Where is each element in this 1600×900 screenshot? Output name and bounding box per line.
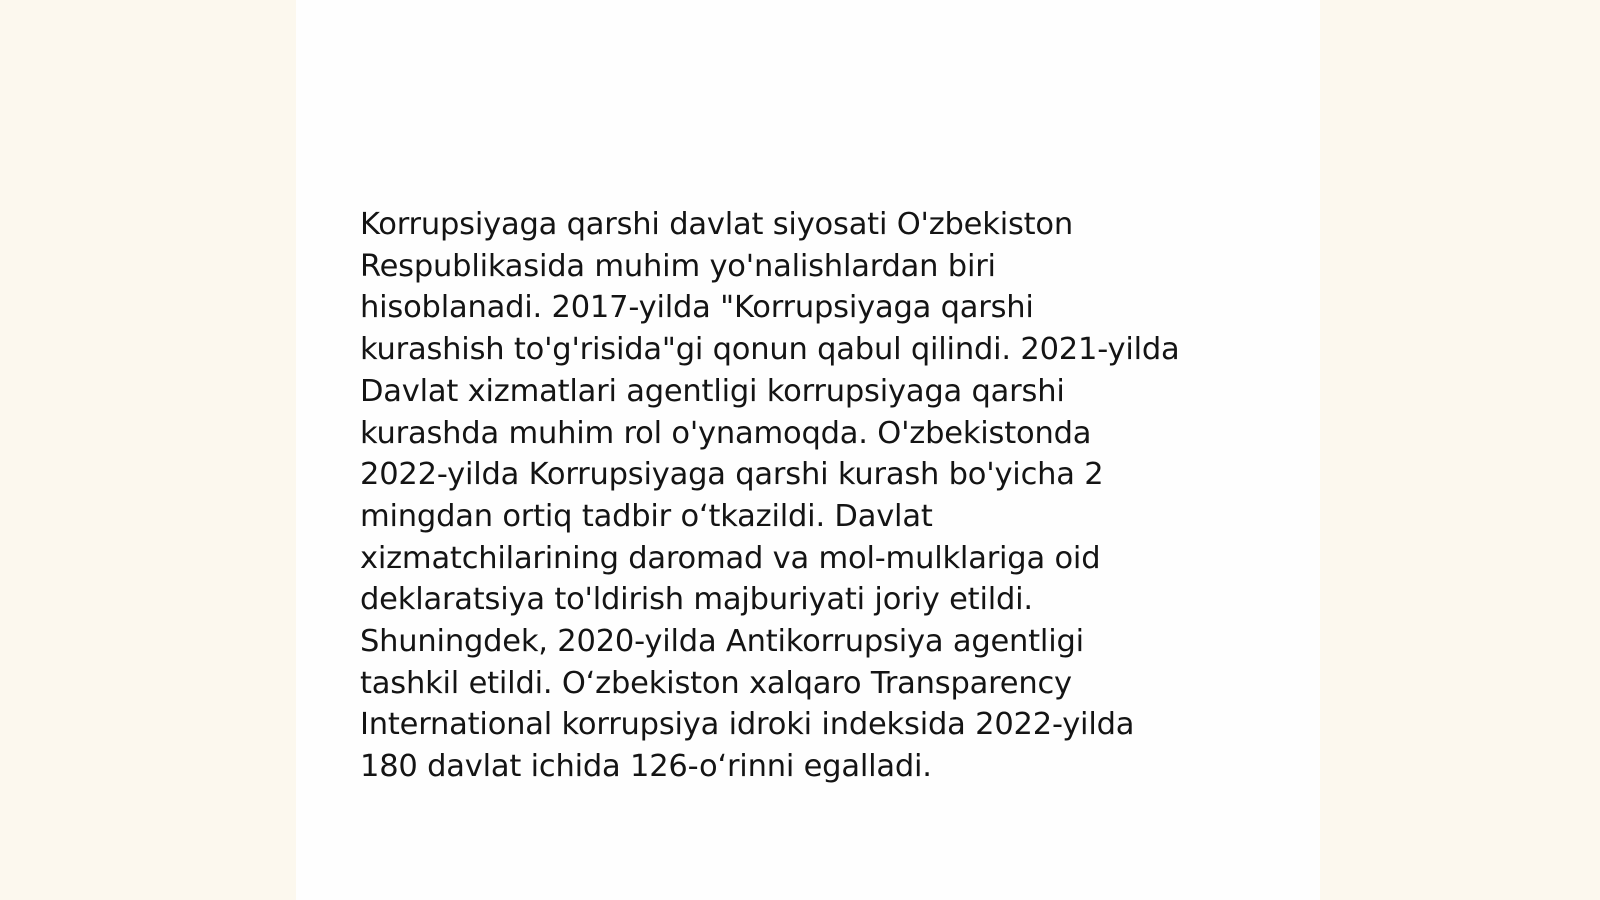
paragraph-line: deklaratsiya to'ldirish majburiyati joriy etildi. <box>360 582 1033 618</box>
paragraph-line: Respublikasida muhim yo'nalishlardan biri <box>360 248 996 284</box>
paragraph-line: 180 davlat ichida 126-o‘rinni egalladi. <box>360 749 932 785</box>
body-paragraph <box>360 204 1260 788</box>
paragraph-line: xizmatchilarining daromad va mol-mulklariga oid <box>360 540 1101 576</box>
left-margin-panel <box>0 0 296 900</box>
paragraph-line: Davlat xizmatlari agentligi korrupsiyaga qarshi <box>360 373 1065 409</box>
paragraph-line: hisoblanadi. 2017-yilda "Korrupsiyaga qarshi <box>360 290 1034 326</box>
paragraph-line: Shuningdek, 2020-yilda Antikorrupsiya agentligi <box>360 624 1084 660</box>
right-margin-panel <box>1320 0 1600 900</box>
paragraph-line: kurashda muhim rol o'ynamoqda. O'zbekistonda <box>360 415 1092 451</box>
document-page <box>296 0 1320 900</box>
paragraph-line: kurashish to'g'risida"gi qonun qabul qilindi. 2021-yilda <box>360 332 1180 368</box>
paragraph-line: tashkil etildi. O‘zbekiston xalqaro Transparency <box>360 665 1072 701</box>
paragraph-line: mingdan ortiq tadbir o‘tkazildi. Davlat <box>360 498 933 534</box>
paragraph-line: Korrupsiyaga qarshi davlat siyosati O'zbekiston <box>360 207 1074 242</box>
paragraph-line: International korrupsiya idroki indeksida 2022-yilda <box>360 707 1135 743</box>
paragraph-line: 2022-yilda Korrupsiyaga qarshi kurash bo'yicha 2 <box>360 457 1104 493</box>
